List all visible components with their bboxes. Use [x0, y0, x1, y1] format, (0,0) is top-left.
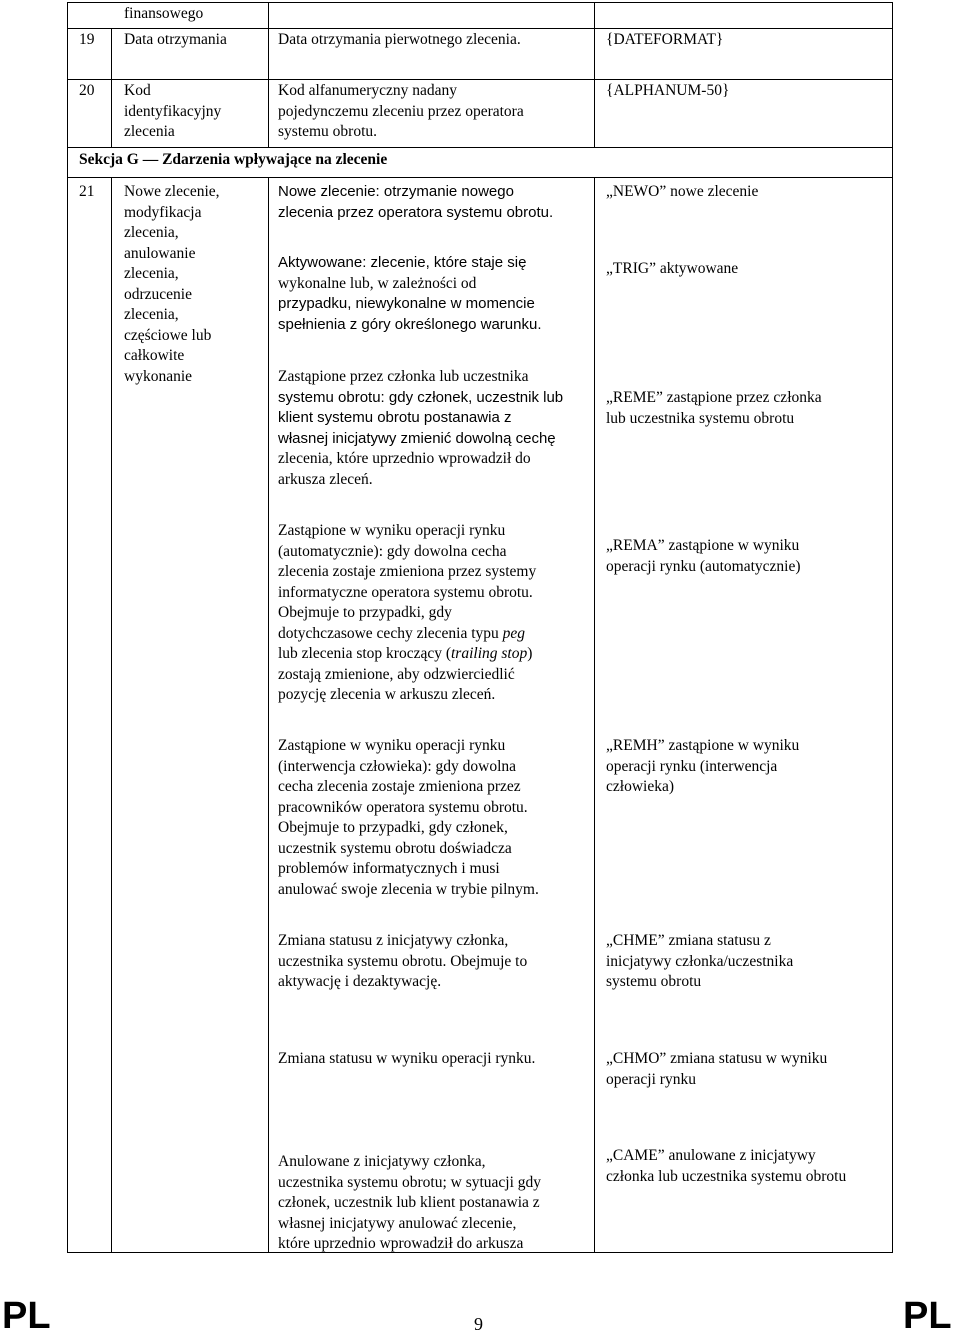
code-name: REMH: [612, 737, 658, 754]
text-line: aktywację i dezaktywację.: [278, 973, 442, 990]
code-value: aktywowane: [659, 260, 739, 277]
text-line: (automatycznie): gdy dowolna cecha: [278, 542, 507, 560]
text-line: członek, uczestnik lub klient postanawia z: [278, 1194, 540, 1211]
field-name: [124, 182, 220, 387]
code-value: zastąpione przez członka: [666, 389, 822, 406]
row-number: 21: [79, 183, 95, 200]
text-line: wykonalne lub, w zależności od: [278, 274, 477, 292]
text-line: Zastąpione przez członka lub uczestnika: [278, 368, 529, 385]
text-line: systemu obrotu.: [278, 123, 378, 140]
text-line: operacji rynku (automatycznie): [606, 557, 801, 575]
field-format: {DATEFORMAT}: [606, 31, 724, 48]
section-heading: Sekcja G — Zdarzenia wpływające na zlecenie: [79, 151, 388, 168]
page-number: 9: [474, 1314, 483, 1334]
text-line: zlecenia, które uprzednio wprowadził do: [278, 450, 531, 467]
text-line: Zastąpione w wyniku operacji rynku: [278, 737, 506, 754]
text-line: systemu obrotu: gdy członek, uczestnik lub: [278, 388, 564, 406]
text-line: Obejmuje to przypadki, gdy: [278, 604, 452, 621]
text-line: uczestnika systemu obrotu; w sytuacji gdy: [278, 1173, 542, 1191]
text-line: operacji rynku (interwencja: [606, 757, 778, 775]
code-value: anulowane z inicjatywy: [668, 1147, 816, 1164]
text-line: człowieka): [606, 778, 674, 795]
text-line: identyfikacyjny: [124, 102, 222, 120]
event-code: „REME” zastąpione przez członka lub uczestnika systemu obrotu: [606, 388, 822, 429]
row-divider: [67, 147, 893, 148]
code-name: NEWO: [612, 183, 660, 200]
text-line: pozycję zlecenia w arkuszu zleceń.: [278, 686, 496, 703]
text-line: dotychczasowe cechy zlecenia typu peg: [278, 624, 526, 642]
table-border-left: [67, 2, 68, 1253]
text-line: anulowanie: [124, 244, 196, 262]
text-line: własnej inicjatywy anulować zlecenie,: [278, 1214, 517, 1232]
text-line: systemu obrotu: [606, 973, 702, 990]
code-value: zastąpione w wyniku: [668, 737, 800, 754]
event-description: [278, 1049, 535, 1070]
row-divider: [67, 177, 893, 178]
row-divider: [67, 28, 893, 29]
text-line: Nowe zlecenie,: [124, 183, 220, 200]
field-format: {ALPHANUM-50}: [606, 82, 730, 99]
event-description: [278, 931, 527, 993]
text-line: informatyczne operatora systemu obrotu.: [278, 583, 533, 601]
text-line: Nowe zlecenie: otrzymanie nowego: [278, 183, 514, 200]
event-description: [278, 521, 536, 706]
text-line: odrzucenie: [124, 285, 192, 303]
code-value: zastąpione w wyniku: [668, 537, 800, 554]
code-value: nowe zlecenie: [670, 183, 759, 200]
cell-text: finansowego: [124, 5, 204, 22]
row-number: 20: [79, 82, 95, 99]
footer-language-right: PL: [903, 1295, 952, 1337]
code-name: REME: [612, 389, 656, 406]
event-code: „REMA” zastąpione w wyniku operacji rynku (automatycznie): [606, 536, 801, 577]
col-divider: [111, 177, 112, 1253]
col-divider: [268, 2, 269, 147]
text-line: zlecenia przez operatora systemu obrotu.: [278, 203, 554, 221]
event-code: „CHMO” zmiana statusu w wyniku operacji rynku: [606, 1049, 827, 1090]
text-line: Zmiana statusu z inicjatywy członka,: [278, 932, 509, 949]
text-line: przypadku, niewykonalne w momencie: [278, 295, 535, 312]
text-line: zlecenia,: [124, 265, 179, 282]
text-line: modyfikacja: [124, 203, 202, 221]
text-line: zlecenia zostaje zmieniona przez systemy: [278, 563, 537, 580]
row-divider: [67, 79, 893, 80]
field-description: [278, 81, 524, 143]
text-line: wykonanie: [124, 367, 193, 385]
text-line: spełnienia z góry określonego warunku.: [278, 315, 542, 333]
text-line: Kod alfanumeryczny nadany: [278, 82, 458, 99]
event-description: [278, 367, 563, 490]
footer-language-left: PL: [2, 1295, 51, 1337]
text-line: problemów informatycznych i musi: [278, 860, 500, 877]
code-name: CHME: [612, 932, 658, 949]
italic-term: trailing stop: [451, 645, 528, 662]
code-value: zmiana statusu z: [668, 932, 771, 949]
code-name: CAME: [612, 1147, 658, 1164]
col-divider: [594, 2, 595, 147]
text-line: inicjatywy członka/uczestnika: [606, 952, 794, 970]
event-description: [278, 736, 539, 900]
table-border-top: [67, 2, 893, 3]
code-name: CHMO: [612, 1050, 660, 1067]
text-line: częściowe lub: [124, 326, 212, 344]
text-line: zostają zmienione, aby odzwierciedlić: [278, 665, 515, 683]
event-code: „TRIG” aktywowane: [606, 260, 739, 277]
event-description: [278, 253, 542, 335]
text-line: klient systemu obrotu postanawia z: [278, 409, 512, 426]
text-line: które uprzednio wprowadził do arkusza: [278, 1235, 524, 1252]
field-name: [124, 81, 221, 143]
text-line: cecha zlecenia zostaje zmieniona przez: [278, 778, 521, 795]
text-line: Zmiana statusu w wyniku operacji rynku.: [278, 1050, 536, 1067]
italic-term: peg: [502, 624, 526, 642]
table-border-right: [892, 2, 893, 1253]
col-divider: [268, 177, 269, 1253]
code-name: TRIG: [612, 260, 650, 277]
event-description: [278, 1152, 541, 1255]
text-line: Zastąpione w wyniku operacji rynku: [278, 522, 506, 539]
text-line: członka lub uczestnika systemu obrotu: [606, 1167, 847, 1185]
text-line: operacji rynku: [606, 1070, 696, 1088]
text-line: zlecenia,: [124, 224, 179, 241]
text-line: zlecenia: [124, 123, 175, 140]
text-line: (interwencja człowieka): gdy dowolna: [278, 757, 517, 775]
row-number: 19: [79, 31, 95, 48]
text-line: zlecenia,: [124, 306, 179, 323]
col-divider: [594, 177, 595, 1253]
field-name: Data otrzymania: [124, 31, 227, 48]
field-description: Data otrzymania pierwotnego zlecenia.: [278, 31, 521, 48]
text-line: Obejmuje to przypadki, gdy członek,: [278, 819, 508, 836]
event-code: „CAME” anulowane z inicjatywy członka lub uczestnika systemu obrotu: [606, 1146, 846, 1187]
event-code: „REMH” zastąpione w wyniku operacji rynku (interwencja człowieka): [606, 736, 799, 798]
text-line: uczestnika systemu obrotu. Obejmuje to: [278, 952, 528, 970]
text-line: lub uczestnika systemu obrotu: [606, 409, 795, 427]
event-description: [278, 182, 553, 223]
event-code: „CHME” zmiana statusu z inicjatywy członka/uczestnika systemu obrotu: [606, 931, 793, 993]
col-divider: [111, 28, 112, 147]
text-line: lub zlecenia stop kroczący (trailing stop): [278, 645, 533, 662]
text-line: Anulowane z inicjatywy członka,: [278, 1153, 486, 1170]
text-line: anulować swoje zlecenia w trybie pilnym.: [278, 880, 539, 898]
text-line: Kod: [124, 82, 151, 99]
text-line: arkusza zleceń.: [278, 470, 373, 488]
text-line: własnej inicjatywy zmienić dowolną cechę: [278, 429, 556, 447]
code-value: zmiana statusu w wyniku: [670, 1050, 828, 1067]
text-line: pracowników operatora systemu obrotu.: [278, 798, 528, 816]
text-line: uczestnik systemu obrotu doświadcza: [278, 839, 512, 857]
text-line: pojedynczemu zleceniu przez operatora: [278, 102, 524, 120]
text-line: całkowite: [124, 347, 185, 364]
text-line: Aktywowane: zlecenie, które staje się: [278, 254, 527, 271]
event-code: „NEWO” nowe zlecenie: [606, 183, 759, 200]
code-name: REMA: [612, 537, 658, 554]
